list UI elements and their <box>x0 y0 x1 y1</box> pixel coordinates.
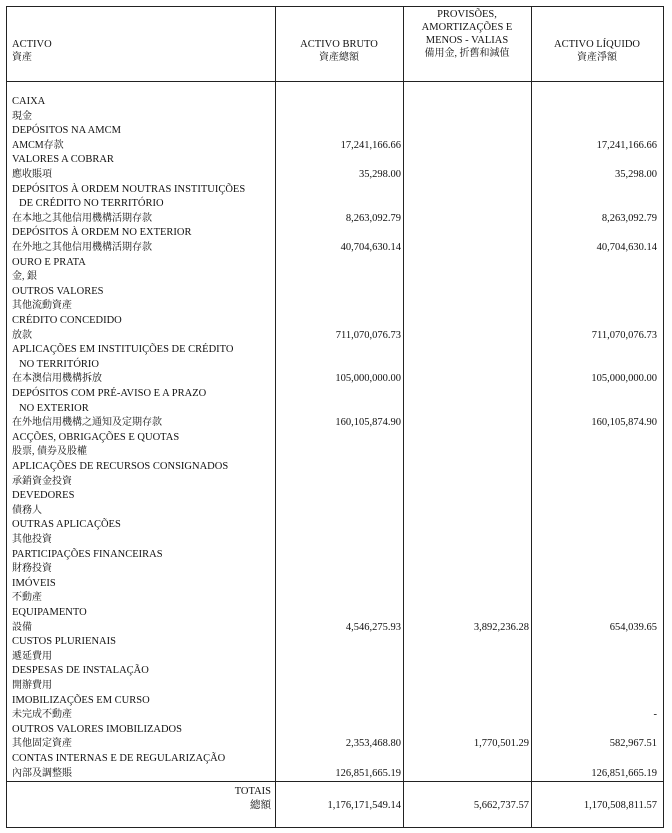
row-label: NO TERRITÓRIO <box>19 358 100 370</box>
table-row <box>7 504 663 519</box>
table-row <box>7 533 663 548</box>
table-row <box>7 460 663 475</box>
row-label: DEPÓSITOS À ORDEM NOUTRAS INSTITUIÇÕES <box>12 183 246 195</box>
header-activo-bruto-pt: ACTIVO BRUTO <box>300 39 378 50</box>
table-row <box>7 445 663 460</box>
totals-label-pt: TOTAIS <box>234 786 271 797</box>
row-net-value: 654,039.65 <box>609 621 657 633</box>
header-activo-zh: 資產 <box>12 52 32 63</box>
table-row <box>7 372 663 387</box>
header-activo-bruto-zh: 資產總額 <box>319 52 359 63</box>
table-row <box>7 431 663 446</box>
table-row <box>7 679 663 694</box>
table-row <box>7 650 663 665</box>
table-row <box>7 110 663 125</box>
row-label: 股票, 債券及股權 <box>12 446 87 458</box>
table-row <box>7 752 663 767</box>
table-row <box>7 694 663 709</box>
row-label: DEPÓSITOS COM PRÉ-AVISO E A PRAZO <box>12 388 207 399</box>
totals-label-zh: 總額 <box>250 800 271 811</box>
balance-sheet-table <box>6 6 664 828</box>
row-net-value: 160,105,874.90 <box>591 417 657 429</box>
table-row <box>7 270 663 285</box>
row-label: ACÇÕES, OBRIGAÇÕES E QUOTAS <box>12 431 180 443</box>
row-net-value: 40,704,630.14 <box>596 242 657 253</box>
header-activo-liquido-zh: 資產淨額 <box>577 52 617 63</box>
row-provision-value: 1,770,501.29 <box>473 738 529 750</box>
row-label: CONTAS INTERNAS E DE REGULARIZAÇÃO <box>12 753 226 764</box>
table-row <box>7 664 663 679</box>
table-row <box>7 562 663 577</box>
header-provisoes-line2: AMORTIZAÇÕES E <box>421 22 513 33</box>
header-provisoes-line3: MENOS - VALIAS <box>425 35 509 46</box>
row-gross-value: 35,298.00 <box>359 169 401 180</box>
table-row <box>7 95 663 110</box>
table-row <box>7 621 663 636</box>
row-label: OUTRAS APLICAÇÕES <box>12 519 121 531</box>
table-row <box>7 402 663 417</box>
table-row <box>7 241 663 256</box>
row-label: 在本地之其他信用機構活期存款 <box>12 212 152 224</box>
table-row <box>7 737 663 752</box>
table-row <box>7 723 663 738</box>
row-gross-value: 40,704,630.14 <box>340 242 401 253</box>
row-label: 其他投資 <box>12 534 52 545</box>
header-activo-liquido <box>531 38 663 64</box>
header-activo <box>12 38 52 64</box>
row-label: 不動產 <box>12 592 42 604</box>
row-gross-value: 8,263,092.79 <box>345 212 401 224</box>
header-provisoes <box>403 8 531 60</box>
row-label: 設備 <box>12 621 32 633</box>
table-row <box>7 343 663 358</box>
header-activo-pt: ACTIVO <box>12 39 52 50</box>
table-row <box>7 285 663 300</box>
row-gross-value: 126,851,665.19 <box>335 767 401 779</box>
row-label: IMÓVEIS <box>12 577 56 589</box>
row-label: CUSTOS PLURIENAIS <box>12 636 116 648</box>
row-label: VALORES A COBRAR <box>12 154 114 166</box>
row-gross-value: 711,070,076.73 <box>335 329 401 341</box>
row-label: NO EXTERIOR <box>19 402 89 414</box>
row-provision-value: 3,892,236.28 <box>473 621 529 633</box>
row-label: EQUIPAMENTO <box>12 607 87 618</box>
row-net-value: 35,298.00 <box>615 169 657 180</box>
row-label: CRÉDITO CONCEDIDO <box>12 315 122 326</box>
row-label: OUTROS VALORES <box>12 285 104 297</box>
row-gross-value: 2,353,468.80 <box>345 738 401 750</box>
row-label: OURO E PRATA <box>12 256 86 268</box>
row-label: OUTROS VALORES IMOBILIZADOS <box>12 723 182 735</box>
row-label: 在外地之其他信用機構活期存款 <box>12 242 152 253</box>
row-label: 放款 <box>12 329 32 341</box>
row-label: 其他流動資產 <box>12 300 72 312</box>
header-provisoes-line1: PROVISÕES, <box>437 9 497 20</box>
row-net-value: 17,241,166.66 <box>596 139 657 151</box>
row-label: DEPÓSITOS NA AMCM <box>12 125 121 137</box>
row-label: 財務投資 <box>12 563 52 575</box>
table-row <box>7 708 663 723</box>
table-row <box>7 518 663 533</box>
totals-gross: 1,176,171,549.14 <box>327 800 401 811</box>
totals-net: 1,170,508,811.57 <box>583 800 657 811</box>
row-label: AMCM存款 <box>12 139 64 151</box>
row-label: 開辦費用 <box>12 680 52 691</box>
header-activo-bruto <box>275 38 403 64</box>
table-row <box>7 256 663 271</box>
table-row <box>7 197 663 212</box>
row-label: 現金 <box>12 110 32 122</box>
row-label: 未完成不動產 <box>12 709 72 721</box>
table-row <box>7 183 663 198</box>
header-divider <box>7 81 663 82</box>
table-row <box>7 767 663 782</box>
row-label: DEVEDORES <box>12 490 75 502</box>
table-row <box>7 635 663 650</box>
row-net-value: 8,263,092.79 <box>601 212 657 224</box>
row-label: DESPESAS DE INSTALAÇÃO <box>12 665 149 677</box>
table-row <box>7 606 663 621</box>
table-row <box>7 489 663 504</box>
table-row <box>7 314 663 329</box>
table-row <box>7 548 663 563</box>
row-net-value: 105,000,000.00 <box>591 373 657 385</box>
totals-label <box>235 785 271 813</box>
row-label: 其他固定資產 <box>12 738 72 750</box>
header-provisoes-zh: 備用金, 折舊和減值 <box>424 48 510 59</box>
row-label: DEPÓSITOS À ORDEM NO EXTERIOR <box>12 227 192 239</box>
table-row <box>7 591 663 606</box>
row-label: APLICAÇÕES DE RECURSOS CONSIGNADOS <box>12 461 229 472</box>
row-net-value: 582,967.51 <box>609 738 657 750</box>
table-row <box>7 358 663 373</box>
row-label: DE CRÉDITO NO TERRITÓRIO <box>19 198 164 210</box>
table-row <box>7 212 663 227</box>
row-label: 內部及調整賬 <box>12 767 72 779</box>
row-net-value: 126,851,665.19 <box>591 767 657 779</box>
row-label: IMOBILIZAÇÕES EM CURSO <box>12 694 150 706</box>
row-gross-value: 105,000,000.00 <box>335 373 401 385</box>
row-label: CAIXA <box>12 96 46 107</box>
table-row <box>7 124 663 139</box>
table-row <box>7 416 663 431</box>
table-row <box>7 226 663 241</box>
row-label: 在本澳信用機構拆放 <box>12 373 102 385</box>
table-row <box>7 139 663 154</box>
row-net-value: - <box>653 709 657 721</box>
table-row <box>7 577 663 592</box>
table-row <box>7 329 663 344</box>
totals-provisions: 5,662,737.57 <box>473 800 529 811</box>
table-row <box>7 475 663 490</box>
table-row <box>7 168 663 183</box>
row-label: PARTICIPAÇÕES FINANCEIRAS <box>12 548 163 560</box>
table-row <box>7 299 663 314</box>
row-gross-value: 160,105,874.90 <box>335 417 401 429</box>
header-activo-liquido-pt: ACTIVO LÍQUIDO <box>553 39 641 50</box>
row-label: 承銷資金投資 <box>12 475 72 487</box>
row-label: 遞延費用 <box>12 650 52 662</box>
table-row <box>7 153 663 168</box>
table-row <box>7 387 663 402</box>
row-label: 在外地信用機構之通知及定期存款 <box>12 417 162 429</box>
row-label: 債務人 <box>12 504 42 516</box>
row-gross-value: 17,241,166.66 <box>340 139 401 151</box>
row-label: 金, 銀 <box>12 271 37 283</box>
row-gross-value: 4,546,275.93 <box>345 621 401 633</box>
row-net-value: 711,070,076.73 <box>591 329 657 341</box>
row-label: APLICAÇÕES EM INSTITUIÇÕES DE CRÉDITO <box>12 344 234 356</box>
row-label: 應收賬項 <box>12 169 52 180</box>
